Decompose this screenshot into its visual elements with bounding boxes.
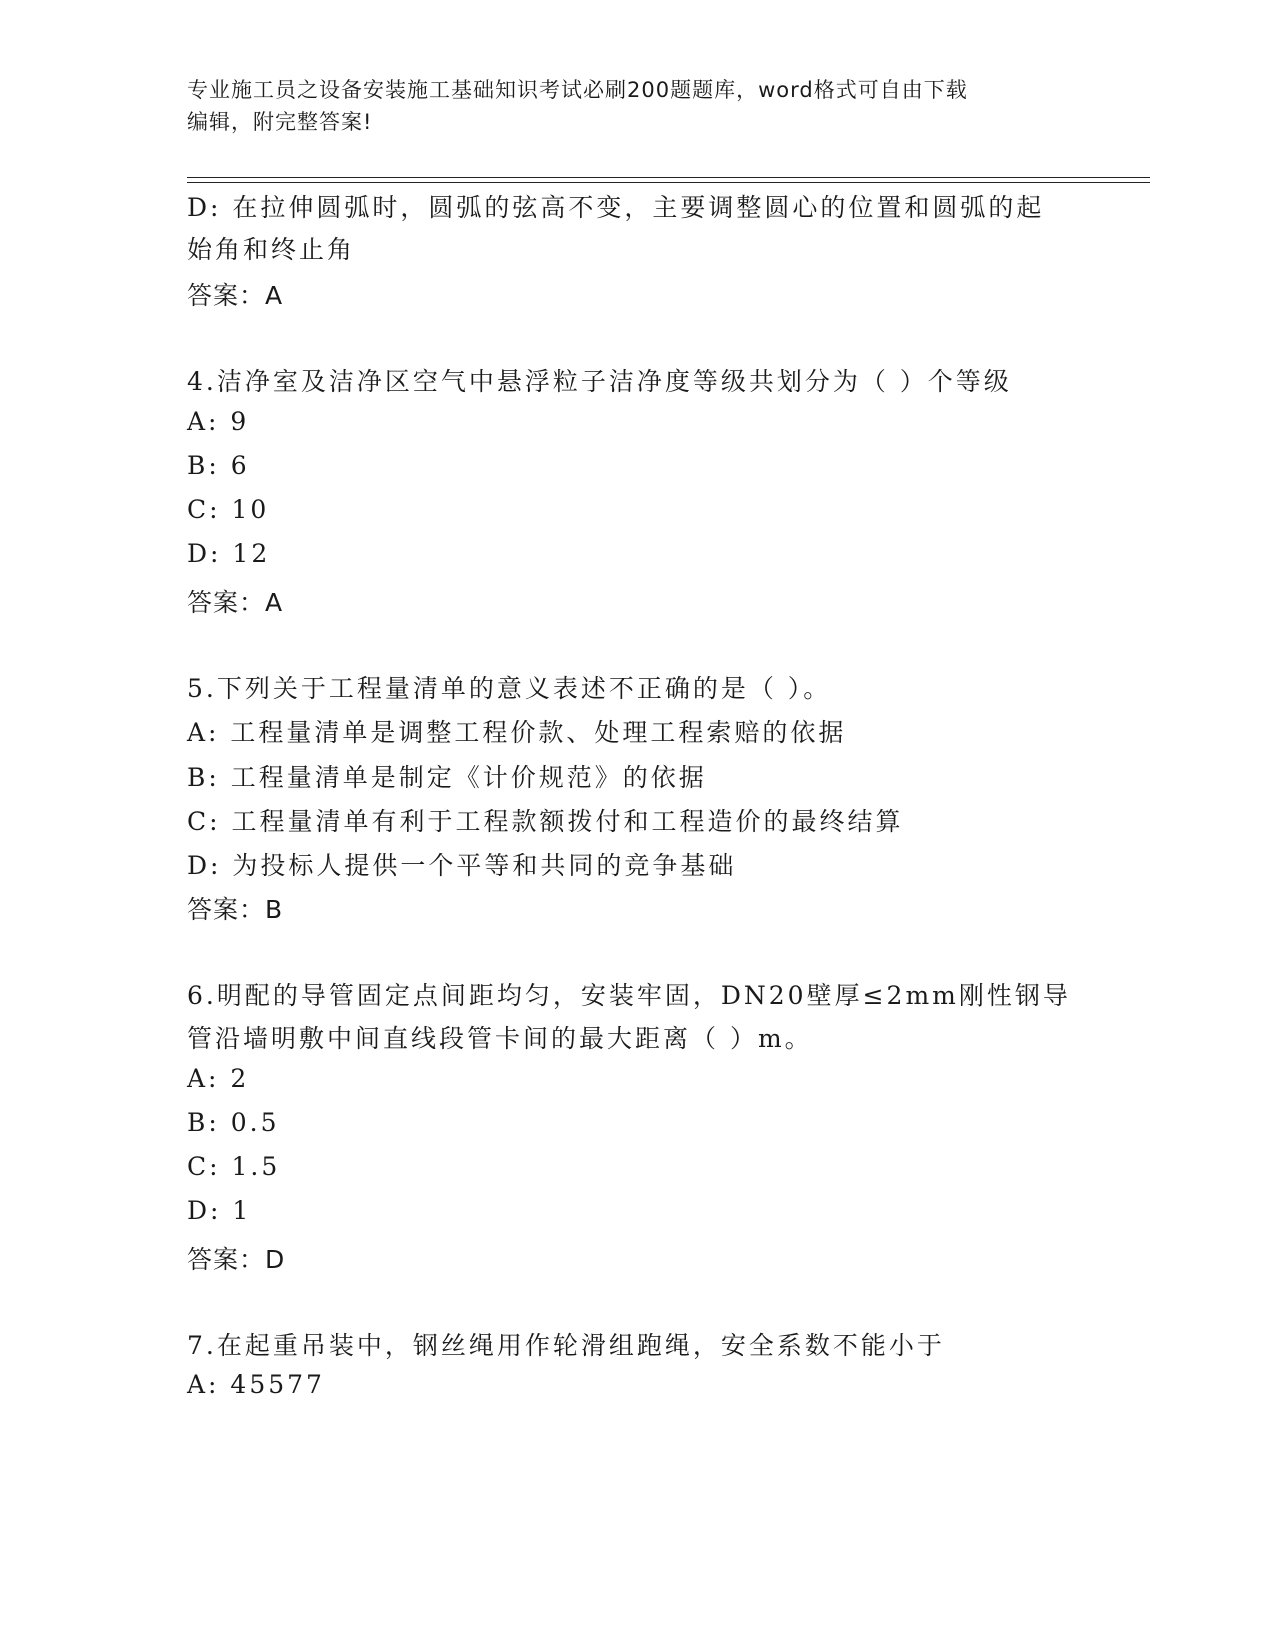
q4-option-a: A: 9 [187, 407, 250, 436]
q5-stem: 5.下列关于工程量清单的意义表述不正确的是（ ）。 [187, 674, 832, 703]
q4-option-c: C: 10 [187, 495, 270, 524]
q6-stem-line-2: 管沿墙明敷中间直线段管卡间的最大距离（ ）m。 [187, 1024, 813, 1053]
header-divider-top [187, 177, 1150, 178]
q4-answer: 答案：A [187, 588, 284, 617]
q3-answer: 答案：A [187, 281, 284, 310]
q4-option-d: D: 12 [187, 539, 271, 568]
q6-stem-line-1: 6.明配的导管固定点间距均匀，安装牢固，DN20壁厚≤2mm刚性钢导 [187, 981, 1071, 1010]
q5-option-a: A: 工程量清单是调整工程价款、处理工程索赔的依据 [187, 718, 847, 747]
header-line-1: 专业施工员之设备安装施工基础知识考试必刷200题题库，word格式可自由下载 [187, 78, 968, 102]
q6-option-d: D: 1 [187, 1196, 252, 1225]
q6-option-a: A: 2 [187, 1064, 250, 1093]
q7-option-a: A: 45577 [187, 1370, 325, 1399]
document-header [187, 74, 1067, 138]
q5-answer: 答案：B [187, 895, 284, 924]
q4-stem: 4.洁净室及洁净区空气中悬浮粒子洁净度等级共划分为（ ）个等级 [187, 367, 1012, 396]
q3-option-d-line-2: 始角和终止角 [187, 235, 356, 264]
q6-option-b: B: 0.5 [187, 1108, 280, 1137]
q6-answer: 答案：D [187, 1245, 286, 1274]
q5-option-d: D: 为投标人提供一个平等和共同的竞争基础 [187, 851, 737, 880]
q6-option-c: C: 1.5 [187, 1152, 281, 1181]
q5-option-b: B: 工程量清单是制定《计价规范》的依据 [187, 763, 707, 792]
q7-stem: 7.在起重吊装中，钢丝绳用作轮滑组跑绳，安全系数不能小于 [187, 1331, 945, 1360]
header-divider-bottom [187, 182, 1150, 183]
header-line-2: 编辑，附完整答案! [187, 110, 373, 134]
q5-option-c: C: 工程量清单有利于工程款额拨付和工程造价的最终结算 [187, 807, 904, 836]
q4-option-b: B: 6 [187, 451, 250, 480]
q3-option-d-line-1: D: 在拉伸圆弧时，圆弧的弦高不变，主要调整圆心的位置和圆弧的起 [187, 193, 1045, 222]
